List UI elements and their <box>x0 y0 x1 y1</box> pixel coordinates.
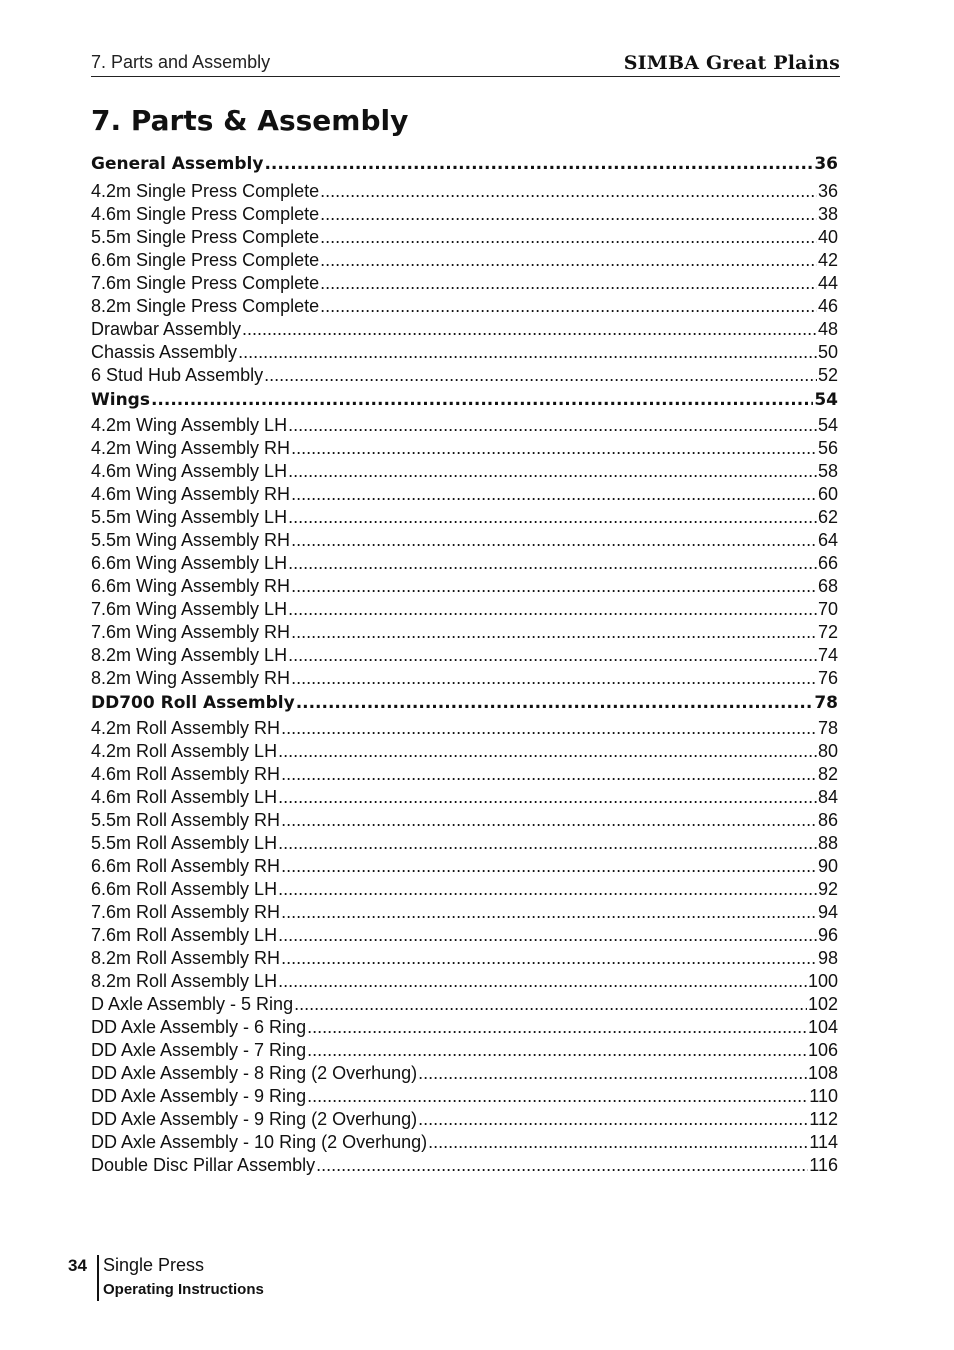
toc-entry-page: 36 <box>817 181 838 201</box>
toc-entry[interactable] <box>91 621 838 644</box>
dot-leader <box>278 924 817 947</box>
toc-entry[interactable] <box>91 272 838 295</box>
toc-section-heading-label: DD700 Roll Assembly <box>91 693 295 713</box>
dot-leader <box>320 249 817 272</box>
toc-entry-page: 106 <box>807 1040 838 1060</box>
toc-entry[interactable] <box>91 529 838 552</box>
toc-entry[interactable] <box>91 667 838 690</box>
toc-entry[interactable] <box>91 506 838 529</box>
toc-entry-label: 7.6m Single Press Complete <box>91 273 320 293</box>
toc-section-heading-label: Wings <box>91 390 150 410</box>
toc-entry-label: 8.2m Roll Assembly LH <box>91 971 278 991</box>
toc-entry-label: 4.2m Wing Assembly RH <box>91 438 291 458</box>
dot-leader <box>296 690 814 717</box>
toc-entry-label: 4.6m Single Press Complete <box>91 204 320 224</box>
toc-entry[interactable] <box>91 1131 838 1154</box>
dot-leader <box>281 717 817 740</box>
toc-section-heading-page: 36 <box>814 154 838 174</box>
dot-leader <box>288 598 817 621</box>
dot-leader <box>278 740 817 763</box>
toc-entry-page: 62 <box>817 507 838 527</box>
toc-entry[interactable] <box>91 598 838 621</box>
toc-entry-page: 58 <box>817 461 838 481</box>
toc-entry-page: 54 <box>817 415 838 435</box>
toc-entry[interactable] <box>91 226 838 249</box>
dot-leader <box>320 226 817 249</box>
toc-entry-page: 42 <box>817 250 838 270</box>
toc-entry-label: Chassis Assembly <box>91 342 238 362</box>
toc-entry[interactable] <box>91 1108 838 1131</box>
dot-leader <box>291 529 817 552</box>
toc-entry-page: 72 <box>817 622 838 642</box>
toc-entry-page: 108 <box>807 1063 838 1083</box>
toc-entry-page: 110 <box>809 1086 838 1106</box>
toc-entry[interactable] <box>91 414 838 437</box>
dot-leader <box>264 364 817 387</box>
toc-entry-label: 8.2m Wing Assembly LH <box>91 645 288 665</box>
toc-entry[interactable] <box>91 1062 838 1085</box>
toc-entry[interactable] <box>91 552 838 575</box>
toc-entry-page: 48 <box>817 319 838 339</box>
toc-entry[interactable] <box>91 924 838 947</box>
toc-entry-label: 7.6m Wing Assembly LH <box>91 599 288 619</box>
toc-entry-page: 94 <box>817 902 838 922</box>
dot-leader <box>151 387 813 414</box>
dot-leader <box>281 855 817 878</box>
toc-entry[interactable] <box>91 809 838 832</box>
dot-leader <box>264 150 813 179</box>
toc-entry-page: 104 <box>807 1017 838 1037</box>
toc-entry-label: 6.6m Roll Assembly LH <box>91 879 278 899</box>
toc-entry-page: 66 <box>817 553 838 573</box>
toc-entry-label: 8.2m Wing Assembly RH <box>91 668 291 688</box>
dot-leader <box>278 786 817 809</box>
toc-entry[interactable] <box>91 203 838 226</box>
header-section-label: 7. Parts and Assembly <box>91 52 271 72</box>
toc-entry-page: 50 <box>817 342 838 362</box>
toc-entry-page: 38 <box>817 204 838 224</box>
toc-entry-label: 5.5m Roll Assembly LH <box>91 833 278 853</box>
dot-leader <box>281 901 817 924</box>
toc-entry-label: D Axle Assembly - 5 Ring <box>91 994 294 1014</box>
toc-entry-label: 6.6m Wing Assembly RH <box>91 576 291 596</box>
toc-entry-label: 4.6m Wing Assembly LH <box>91 461 288 481</box>
dot-leader <box>418 1062 807 1085</box>
toc-section-heading-page: 54 <box>814 390 838 410</box>
toc-entry-label: 5.5m Single Press Complete <box>91 227 320 247</box>
footer-divider <box>97 1255 99 1301</box>
toc-entry-page: 86 <box>817 810 838 830</box>
toc-entry[interactable] <box>91 460 838 483</box>
toc-entry[interactable] <box>91 644 838 667</box>
dot-leader <box>281 947 817 970</box>
footer-document-subtitle: Operating Instructions <box>103 1281 264 1298</box>
toc-section-heading-page: 78 <box>814 693 838 713</box>
toc-entry-label: 6 Stud Hub Assembly <box>91 365 264 385</box>
table-of-contents <box>91 150 838 1177</box>
dot-leader <box>288 506 817 529</box>
toc-entry-label: DD Axle Assembly - 7 Ring <box>91 1040 307 1060</box>
dot-leader <box>418 1108 808 1131</box>
toc-entry-label: 4.6m Roll Assembly LH <box>91 787 278 807</box>
dot-leader <box>281 763 817 786</box>
toc-entry[interactable] <box>91 970 838 993</box>
toc-entry-page: 40 <box>817 227 838 247</box>
toc-entry-label: 4.6m Roll Assembly RH <box>91 764 281 784</box>
toc-section-heading-label: General Assembly <box>91 154 264 174</box>
dot-leader <box>320 180 817 203</box>
toc-entry-label: 4.2m Wing Assembly LH <box>91 415 288 435</box>
toc-entry-label: 6.6m Roll Assembly RH <box>91 856 281 876</box>
toc-entry[interactable] <box>91 483 838 506</box>
dot-leader <box>316 1154 808 1177</box>
toc-entry-page: 90 <box>817 856 838 876</box>
toc-entry-page: 76 <box>817 668 838 688</box>
toc-entry[interactable] <box>91 855 838 878</box>
toc-entry-page: 46 <box>817 296 838 316</box>
dot-leader <box>291 667 817 690</box>
toc-entry[interactable] <box>91 947 838 970</box>
toc-entry-page: 60 <box>817 484 838 504</box>
toc-entry-page: 96 <box>817 925 838 945</box>
toc-entry[interactable] <box>91 763 838 786</box>
toc-entry[interactable] <box>91 901 838 924</box>
toc-entry[interactable] <box>91 575 838 598</box>
dot-leader <box>288 552 817 575</box>
toc-entry-label: DD Axle Assembly - 6 Ring <box>91 1017 307 1037</box>
toc-entry-page: 70 <box>817 599 838 619</box>
dot-leader <box>291 621 817 644</box>
toc-entry-page: 92 <box>817 879 838 899</box>
page-header <box>91 50 840 77</box>
dot-leader <box>307 1085 808 1108</box>
toc-entry-label: 4.2m Single Press Complete <box>91 181 320 201</box>
toc-entry-page: 102 <box>807 994 838 1014</box>
toc-entry[interactable] <box>91 832 838 855</box>
toc-entry-page: 112 <box>809 1109 838 1129</box>
toc-entry-label: 6.6m Single Press Complete <box>91 250 320 270</box>
dot-leader <box>307 1016 807 1039</box>
dot-leader <box>291 437 817 460</box>
toc-entry-page: 44 <box>817 273 838 293</box>
dot-leader <box>291 483 817 506</box>
page-number: 34 <box>68 1256 87 1275</box>
dot-leader <box>294 993 807 1016</box>
dot-leader <box>238 341 817 364</box>
toc-entry[interactable] <box>91 1154 838 1177</box>
toc-entry-label: 5.5m Roll Assembly RH <box>91 810 281 830</box>
dot-leader <box>320 272 817 295</box>
toc-entry-label: 4.2m Roll Assembly LH <box>91 741 278 761</box>
toc-entry-page: 52 <box>817 365 838 385</box>
toc-entry-page: 98 <box>817 948 838 968</box>
toc-entry-label: Double Disc Pillar Assembly <box>91 1155 316 1175</box>
toc-entry-page: 82 <box>817 764 838 784</box>
dot-leader <box>307 1039 807 1062</box>
toc-entry[interactable] <box>91 341 838 364</box>
dot-leader <box>278 878 817 901</box>
toc-entry[interactable] <box>91 180 838 203</box>
toc-entry-page: 68 <box>817 576 838 596</box>
toc-entry[interactable] <box>91 878 838 901</box>
toc-entry-label: 7.6m Roll Assembly LH <box>91 925 278 945</box>
toc-entry[interactable] <box>91 318 838 341</box>
dot-leader <box>291 575 817 598</box>
footer-document-title: Single Press <box>103 1255 205 1275</box>
toc-entry[interactable] <box>91 364 838 387</box>
toc-entry-label: 8.2m Roll Assembly RH <box>91 948 281 968</box>
dot-leader <box>288 644 817 667</box>
toc-entry-label: 7.6m Wing Assembly RH <box>91 622 291 642</box>
toc-entry-label: 8.2m Single Press Complete <box>91 296 320 316</box>
dot-leader <box>288 414 817 437</box>
toc-entry-label: 5.5m Wing Assembly LH <box>91 507 288 527</box>
toc-entry-page: 64 <box>817 530 838 550</box>
dot-leader <box>320 295 817 318</box>
toc-entry-label: 7.6m Roll Assembly RH <box>91 902 281 922</box>
toc-entry-page: 116 <box>809 1155 838 1175</box>
toc-entry-page: 88 <box>817 833 838 853</box>
toc-entry-label: 5.5m Wing Assembly RH <box>91 530 291 550</box>
brand-logo-text: SIMBA Great Plains <box>623 52 840 74</box>
dot-leader <box>288 460 817 483</box>
dot-leader <box>278 832 817 855</box>
toc-entry-page: 114 <box>809 1132 838 1152</box>
dot-leader <box>320 203 817 226</box>
toc-section-heading[interactable] <box>91 150 838 179</box>
toc-entry-label: Drawbar Assembly <box>91 319 242 339</box>
toc-entry-page: 78 <box>817 718 838 738</box>
toc-entry-label: 4.2m Roll Assembly RH <box>91 718 281 738</box>
toc-entry[interactable] <box>91 249 838 272</box>
toc-entry-label: DD Axle Assembly - 8 Ring (2 Overhung) <box>91 1063 418 1083</box>
page-title: 7. Parts & Assembly <box>91 104 409 137</box>
toc-entry-page: 56 <box>817 438 838 458</box>
dot-leader <box>278 970 807 993</box>
toc-entry[interactable] <box>91 295 838 318</box>
toc-section-heading[interactable] <box>91 387 838 414</box>
toc-entry[interactable] <box>91 1039 838 1062</box>
toc-entry[interactable] <box>91 993 838 1016</box>
dot-leader <box>281 809 817 832</box>
dot-leader <box>428 1131 808 1154</box>
toc-entry[interactable] <box>91 437 838 460</box>
toc-entry[interactable] <box>91 740 838 763</box>
toc-entry[interactable] <box>91 717 838 740</box>
toc-entry-page: 80 <box>817 741 838 761</box>
toc-entry[interactable] <box>91 786 838 809</box>
toc-section-heading[interactable] <box>91 690 838 717</box>
toc-entry-label: 4.6m Wing Assembly RH <box>91 484 291 504</box>
toc-entry[interactable] <box>91 1085 838 1108</box>
toc-entry-page: 100 <box>807 971 838 991</box>
toc-entry-label: 6.6m Wing Assembly LH <box>91 553 288 573</box>
dot-leader <box>242 318 817 341</box>
toc-entry-label: DD Axle Assembly - 9 Ring <box>91 1086 307 1106</box>
toc-entry-label: DD Axle Assembly - 10 Ring (2 Overhung) <box>91 1132 428 1152</box>
toc-entry[interactable] <box>91 1016 838 1039</box>
toc-entry-page: 84 <box>817 787 838 807</box>
toc-entry-page: 74 <box>817 645 838 665</box>
toc-entry-label: DD Axle Assembly - 9 Ring (2 Overhung) <box>91 1109 418 1129</box>
